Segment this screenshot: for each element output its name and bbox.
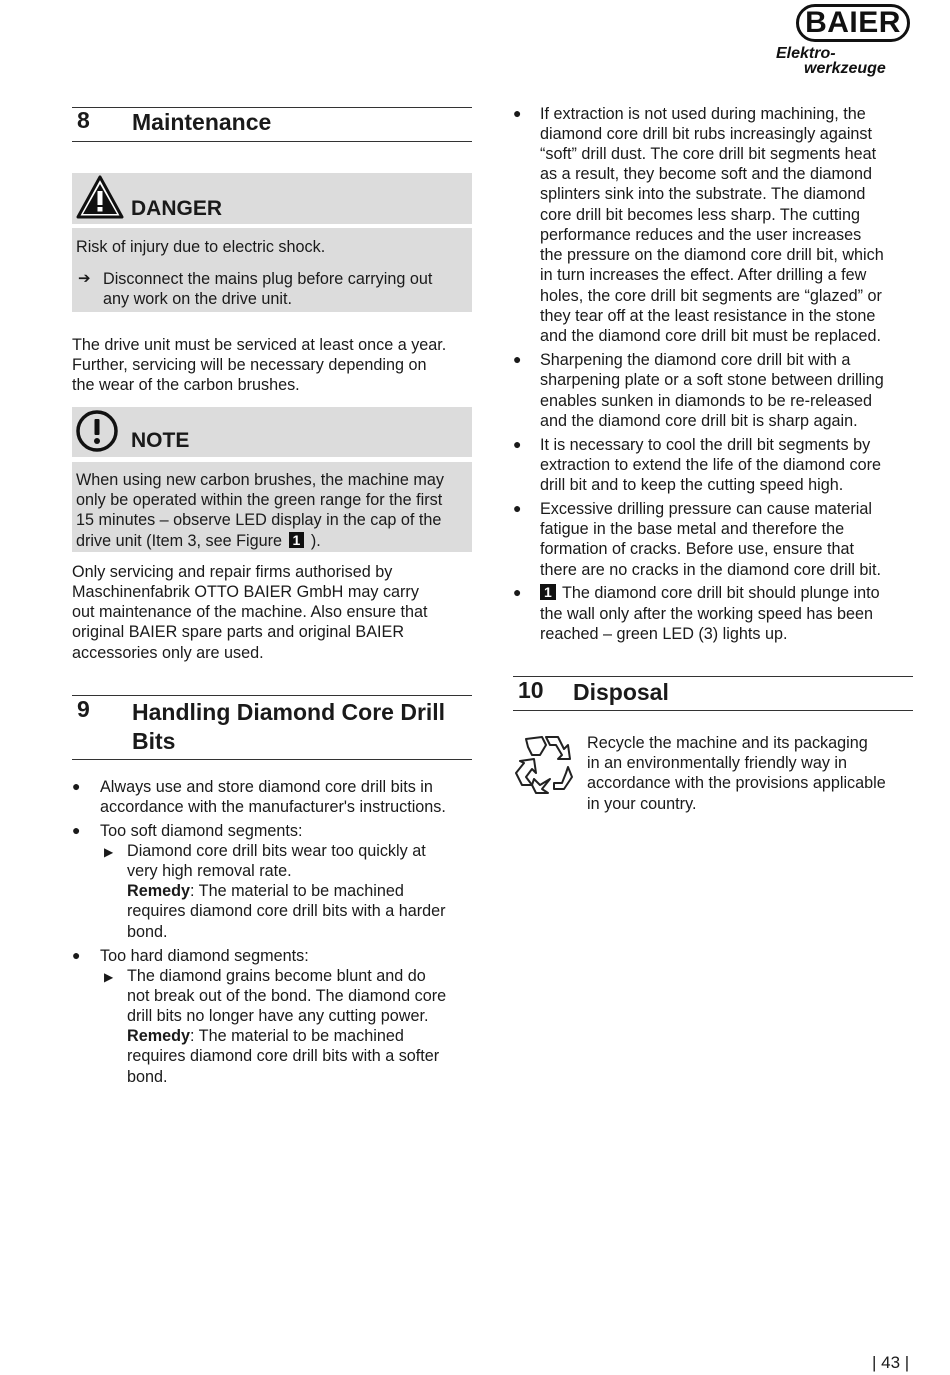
sublist-line: very high removal rate. xyxy=(127,862,292,880)
list-line: Too hard diamond segments: xyxy=(100,947,309,965)
list-line: fatigue in the base metal and therefore the xyxy=(540,520,845,538)
bullet-icon: ● xyxy=(513,436,522,452)
logo-subtitle-2: werkzeuge xyxy=(804,60,886,77)
paragraph-line: accessories only are used. xyxy=(72,644,264,662)
paragraph-line: original BAIER spare parts and original BAIER xyxy=(72,623,405,641)
section-10-title: Disposal xyxy=(573,679,669,705)
paragraph-line: Maschinenfabrik OTTO BAIER GmbH may carry xyxy=(72,583,419,601)
note-label: NOTE xyxy=(131,429,190,452)
list-line: performance reduces and the user increases xyxy=(540,226,862,244)
list-line: they tear off at the least resistance in the stone xyxy=(540,307,876,325)
disposal-line: in your country. xyxy=(587,795,697,813)
bullet-icon: ● xyxy=(513,351,522,367)
heading-rule-bottom xyxy=(72,141,472,142)
danger-action-line: Disconnect the mains plug before carrying out xyxy=(103,270,433,288)
list-line xyxy=(540,583,880,603)
logo-subtitle-1: Elektro- xyxy=(776,45,836,62)
list-line: as a result, they become soft and the diamond xyxy=(540,165,873,183)
list-line: the wall only after the working speed has been xyxy=(540,605,873,623)
section-10-number: 10 xyxy=(518,677,544,703)
list-line: the pressure on the diamond core drill bit, which xyxy=(540,246,884,264)
note-line: When using new carbon brushes, the machine may xyxy=(76,471,445,489)
remedy-text: : The material to be machined xyxy=(189,882,404,900)
list-line: It is necessary to cool the drill bit segments by xyxy=(540,436,871,454)
paragraph-line: Further, servicing will be necessary depending on xyxy=(72,356,427,374)
remedy-text: : The material to be machined xyxy=(189,1027,404,1045)
bullet-icon: ● xyxy=(72,778,81,794)
remedy-label: Remedy xyxy=(127,1027,190,1045)
heading-rule-top xyxy=(513,676,913,677)
heading-rule-bottom xyxy=(513,710,913,711)
list-line: Too soft diamond segments: xyxy=(100,822,303,840)
list-line: holes, the core drill bit segments are “glazed” or xyxy=(540,287,882,305)
list-line: enables sunken in diamonds to be re-released xyxy=(540,392,873,410)
list-line: Excessive drilling pressure can cause material xyxy=(540,500,872,518)
triangle-bullet-icon: ▶ xyxy=(104,970,114,984)
figure-ref-badge: 1 xyxy=(289,532,305,548)
warning-triangle-icon xyxy=(76,175,124,219)
list-line: and the diamond core drill bit is sharp again. xyxy=(540,412,858,430)
bullet-icon: ● xyxy=(513,500,522,516)
list-line: Always use and store diamond core drill bits in xyxy=(100,778,433,796)
sublist-line: Diamond core drill bits wear too quickly at xyxy=(127,842,426,860)
note-text: ). xyxy=(310,532,321,550)
section-9-title-line: Bits xyxy=(132,728,176,754)
bullet-icon: ● xyxy=(513,584,522,600)
bullet-icon: ● xyxy=(513,105,522,121)
danger-risk-text: Risk of injury due to electric shock. xyxy=(76,238,326,256)
sublist-line: bond. xyxy=(127,1068,168,1086)
danger-label: DANGER xyxy=(131,197,223,220)
bullet-icon: ● xyxy=(72,947,81,963)
note-line: 15 minutes – observe LED display in the cap of the xyxy=(76,511,442,529)
list-line: If extraction is not used during machining, the xyxy=(540,105,866,123)
heading-rule-top xyxy=(72,695,472,696)
list-line: extraction to extend the life of the diamond core xyxy=(540,456,882,474)
paragraph-line: out maintenance of the machine. Also ensure that xyxy=(72,603,428,621)
bullet-icon: ● xyxy=(72,822,81,838)
note-text: drive unit (Item 3, see Figure xyxy=(76,532,283,550)
page-number: | 43 | xyxy=(872,1353,910,1372)
remedy-line xyxy=(127,1026,404,1046)
disposal-line: accordance with the provisions applicable xyxy=(587,774,886,792)
list-line: sharpening plate or a soft stone between drilling xyxy=(540,371,884,389)
sublist-line: requires diamond core drill bits with a harder xyxy=(127,902,446,920)
remedy-line xyxy=(127,881,404,901)
list-line: splinters sink into the substrate. The diamond xyxy=(540,185,866,203)
exclamation-circle-icon xyxy=(75,409,119,453)
list-line: Sharpening the diamond core drill bit with a xyxy=(540,351,851,369)
list-line: there are no cracks in the diamond core drill bit. xyxy=(540,561,882,579)
list-line: core drill bit becomes less sharp. The cutting xyxy=(540,206,861,224)
sublist-line: drill bits no longer have any cutting power. xyxy=(127,1007,429,1025)
note-line: only be operated within the green range for the first xyxy=(76,491,443,509)
triangle-bullet-icon: ▶ xyxy=(104,845,114,859)
baier-logo xyxy=(776,4,916,78)
danger-action-line: any work on the drive unit. xyxy=(103,290,292,308)
list-line: in turn increases the effect. After drilling a few xyxy=(540,266,867,284)
sublist-line: not break out of the bond. The diamond core xyxy=(127,987,447,1005)
heading-rule-bottom xyxy=(72,759,472,760)
recycle-icon xyxy=(512,733,576,795)
list-text: The diamond core drill bit should plunge into xyxy=(557,584,880,602)
sublist-line: requires diamond core drill bits with a softer xyxy=(127,1047,440,1065)
disposal-line: in an environmentally friendly way in xyxy=(587,754,848,772)
figure-ref-badge: 1 xyxy=(540,584,556,600)
list-line: “soft” drill dust. The core drill bit segments heat xyxy=(540,145,877,163)
remedy-label: Remedy xyxy=(127,882,190,900)
list-line: drill bit and to keep the cutting speed high. xyxy=(540,476,844,494)
list-line: formation of cracks. Before use, ensure that xyxy=(540,540,855,558)
arrow-right-icon: ➔ xyxy=(78,270,91,287)
note-line-last xyxy=(76,531,321,551)
section-9-title-line: Handling Diamond Core Drill xyxy=(132,699,446,725)
paragraph-line: the wear of the carbon brushes. xyxy=(72,376,300,394)
paragraph-line: Only servicing and repair firms authorised by xyxy=(72,563,393,581)
list-line: accordance with the manufacturer's instructions. xyxy=(100,798,446,816)
disposal-line: Recycle the machine and its packaging xyxy=(587,734,868,752)
sublist-line: bond. xyxy=(127,923,168,941)
section-8-number: 8 xyxy=(77,107,90,133)
list-line: diamond core drill bit rubs increasingly against xyxy=(540,125,873,143)
list-line: and the diamond core drill bit must be replaced. xyxy=(540,327,882,345)
section-9-number: 9 xyxy=(77,696,90,722)
logo-wordmark: BAIER xyxy=(796,4,910,42)
section-8-title: Maintenance xyxy=(132,109,272,135)
paragraph-line: The drive unit must be serviced at least once a year. xyxy=(72,336,447,354)
list-line: reached – green LED (3) lights up. xyxy=(540,625,788,643)
sublist-line: The diamond grains become blunt and do xyxy=(127,967,426,985)
